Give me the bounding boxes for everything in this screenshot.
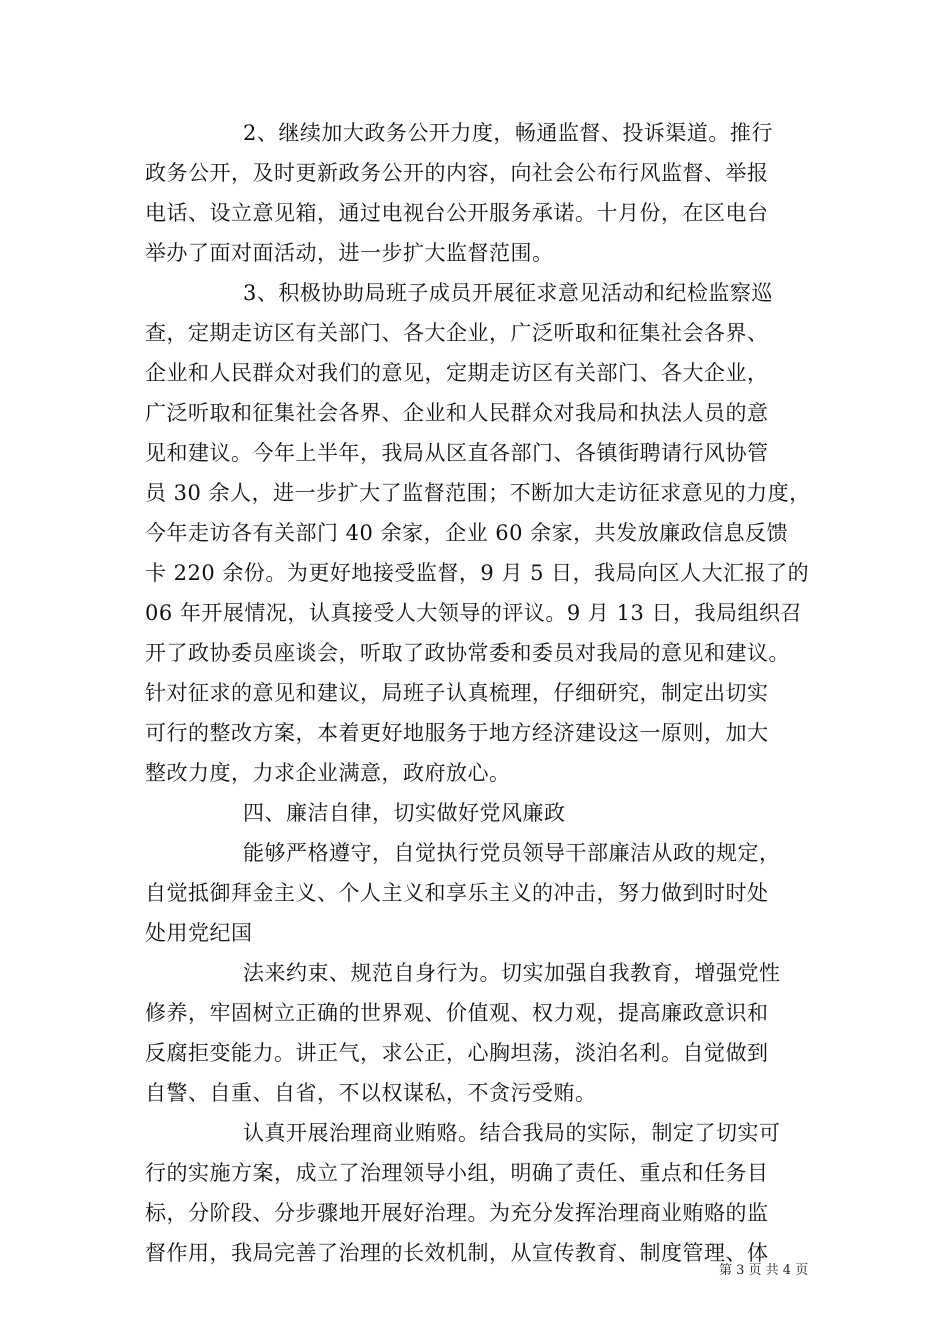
paragraph-line: 06 年开展情况，认真接受人大领导的评议。9 月 13 日，我局组织召 (145, 601, 803, 625)
paragraph-line: 自觉抵御拜金主义、个人主义和享乐主义的冲击，努力做到时时处 (145, 881, 769, 905)
paragraph-line: 今年走访各有关部门 40 余家，企业 60 余家，共发放廉政信息反馈 (145, 521, 789, 545)
paragraph-line: 认真开展治理商业贿赂。结合我局的实际，制定了切实可 (243, 1121, 781, 1145)
paragraph-line: 企业和人民群众对我们的意见，定期走访区有关部门、各大企业， (145, 361, 769, 385)
paragraph-line: 法来约束、规范自身行为。切实加强自我教育，增强党性 (243, 961, 781, 985)
paragraph-line: 电话、设立意见箱，通过电视台公开服务承诺。十月份，在区电台 (145, 201, 769, 225)
paragraph-line: 3、积极协助局班子成员开展征求意见活动和纪检监察巡 (243, 281, 773, 305)
paragraph-line: 针对征求的意见和建议，局班子认真梳理，仔细研究，制定出切实 (145, 681, 769, 705)
paragraph-line: 督作用，我局完善了治理的长效机制，从宣传教育、制度管理、体 (145, 1241, 769, 1265)
paragraph-line: 修养，牢固树立正确的世界观、价值观、权力观，提高廉政意识和 (145, 1001, 769, 1025)
paragraph-line: 见和建议。今年上半年，我局从区直各部门、各镇街聘请行风协管 (145, 441, 769, 465)
paragraph-line: 处用党纪国 (145, 921, 253, 945)
paragraph-line: 政务公开，及时更新政务公开的内容，向社会公布行风监督、举报 (145, 161, 769, 185)
paragraph-line: 行的实施方案，成立了治理领导小组，明确了责任、重点和任务目 (145, 1161, 769, 1185)
paragraph-line: 自警、自重、自省，不以权谋私，不贪污受贿。 (145, 1081, 597, 1105)
section-heading: 四、廉洁自律，切实做好党风廉政 (243, 801, 566, 825)
paragraph-line: 标，分阶段、分步骤地开展好治理。为充分发挥治理商业贿赂的监 (145, 1201, 769, 1225)
page-number-footer: 第 3 页 共 4 页 (719, 1263, 809, 1278)
paragraph-line: 整改力度，力求企业满意，政府放心。 (145, 761, 511, 785)
paragraph-line: 2、继续加大政务公开力度，畅通监督、投诉渠道。推行 (243, 121, 773, 145)
paragraph-line: 员 30 余人，进一步扩大了监督范围；不断加大走访征求意见的力度， (145, 481, 811, 505)
paragraph-line: 能够严格遵守，自觉执行党员领导干部廉洁从政的规定， (243, 841, 781, 865)
paragraph-line: 广泛听取和征集社会各界、企业和人民群众对我局和执法人员的意 (145, 401, 769, 425)
paragraph-line: 开了政协委员座谈会，听取了政协常委和委员对我局的意见和建议。 (145, 641, 790, 665)
paragraph-line: 反腐拒变能力。讲正气，求公正，心胸坦荡，淡泊名利。自觉做到 (145, 1041, 769, 1065)
paragraph-line: 可行的整改方案，本着更好地服务于地方经济建设这一原则，加大 (145, 721, 769, 745)
paragraph-line: 举办了面对面活动，进一步扩大监督范围。 (145, 241, 554, 265)
paragraph-line: 卡 220 余份。为更好地接受监督，9 月 5 日，我局向区人大汇报了的 (145, 561, 810, 585)
paragraph-line: 查，定期走访区有关部门、各大企业，广泛听取和征集社会各界、 (145, 321, 769, 345)
